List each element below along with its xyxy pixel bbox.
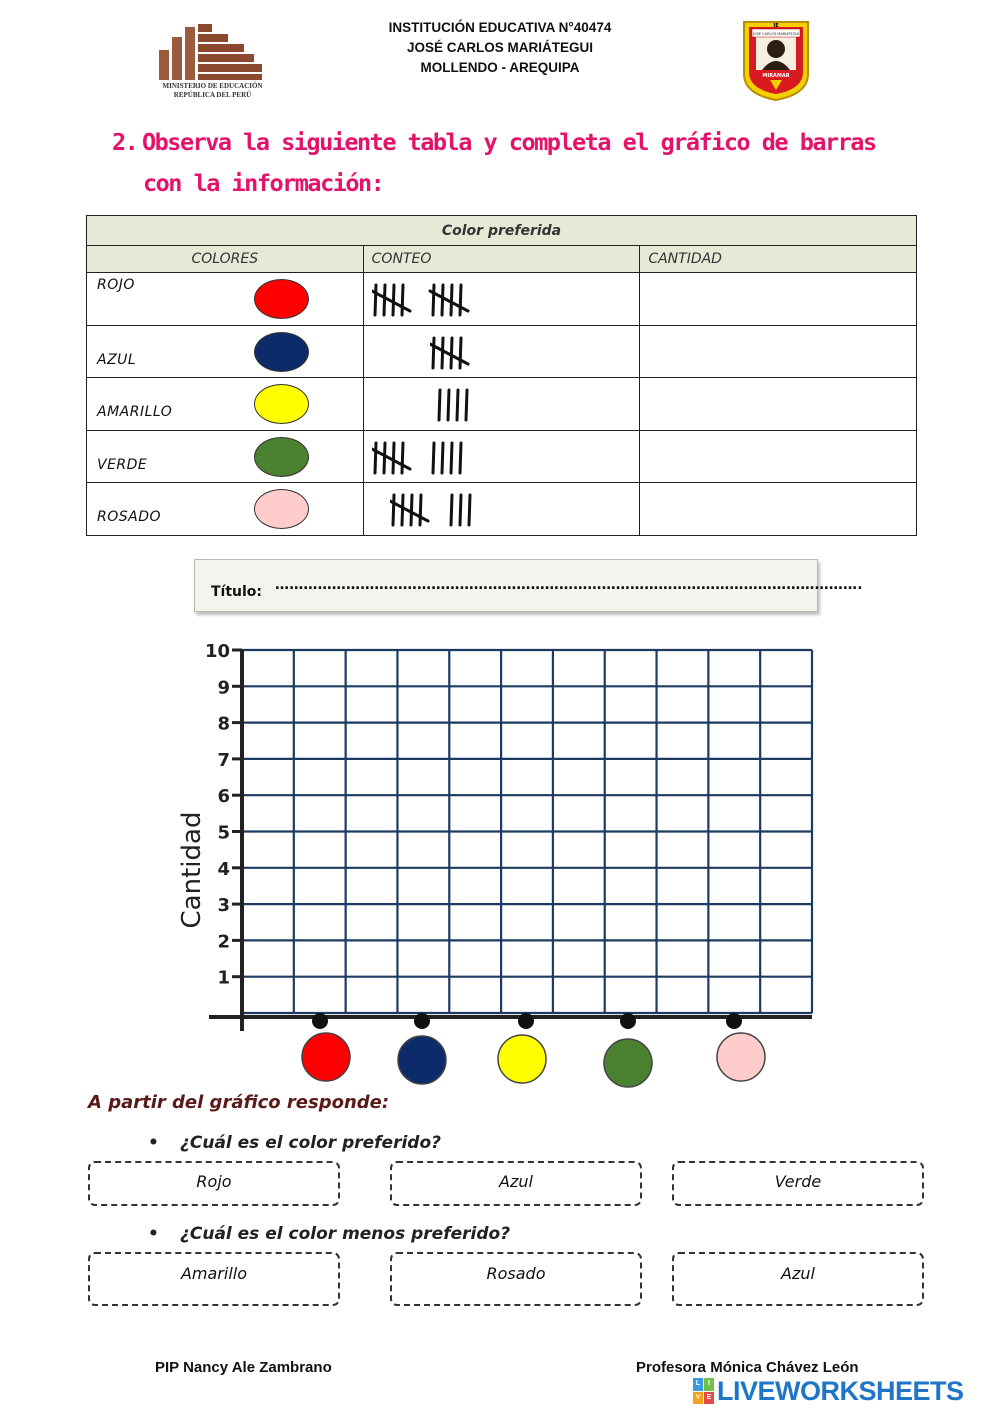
row-color-name: AMARILLO (97, 404, 173, 420)
tally-stroke (451, 443, 452, 473)
y-tick-label: 1 (217, 967, 230, 989)
tally-stroke (375, 443, 376, 473)
tally-stroke (457, 390, 458, 420)
tally-marks (372, 437, 552, 479)
footer-author: PIP Nancy Ale Zambrano (155, 1359, 332, 1376)
liveworksheets-icon (693, 1378, 714, 1404)
color-swatch (254, 332, 309, 372)
question-1 (148, 1133, 441, 1153)
y-tick-label: 8 (217, 713, 230, 735)
table-row (87, 430, 917, 483)
tally-stroke (384, 285, 385, 315)
q2-option-azul[interactable]: Azul (672, 1252, 924, 1306)
y-tick-label: 6 (217, 786, 230, 808)
category-circle (398, 1036, 446, 1084)
category-dot (312, 1013, 328, 1029)
lw-letter-icon: I (704, 1378, 714, 1391)
chart-grid (209, 650, 812, 1031)
row-color-name: VERDE (97, 456, 148, 473)
tally-stroke (393, 443, 394, 473)
chart-title-label: Título: (211, 584, 263, 600)
tally-slash (430, 344, 468, 364)
tally-stroke (384, 443, 385, 473)
lw-letter-icon: E (704, 1392, 714, 1405)
footer-teacher: Profesora Mónica Chávez León (636, 1359, 859, 1376)
school-shield-icon (740, 16, 812, 102)
school-name: INSTITUCIÓN EDUCATIVA N°40474 (388, 20, 612, 35)
category-circle (498, 1035, 546, 1083)
category-circle (717, 1033, 765, 1081)
school-location: MOLLENDO - AREQUIPA (420, 60, 580, 75)
liveworksheets-brand[interactable] (693, 1376, 964, 1406)
row-color-name: ROSADO (97, 509, 162, 525)
header-cantidad: CANTIDAD (640, 246, 917, 273)
respond-heading: A partir del gráfico responde: (88, 1092, 390, 1113)
tally-stroke (451, 495, 452, 525)
question-2-text: ¿Cuál es el color menos preferido? (180, 1224, 511, 1244)
cantidad-cell[interactable] (640, 325, 917, 378)
ministry-logo (155, 22, 270, 106)
school-header (330, 18, 670, 78)
category-circle (302, 1033, 350, 1081)
chart-y-label: Cantidad (177, 811, 207, 929)
tally-marks (430, 332, 610, 374)
y-tick-label: 10 (204, 641, 230, 662)
tally-stroke (433, 443, 434, 473)
chart-title-blank: ……………………………………………………………………………………………………………. (275, 577, 863, 593)
school-badge (740, 16, 812, 102)
y-tick-label: 2 (217, 931, 230, 953)
ministry-caption-line1: MINISTERIO DE EDUCACIÓN (162, 82, 263, 90)
tally-stroke (402, 495, 403, 525)
y-tick-label: 9 (217, 677, 230, 699)
tally-stroke (439, 390, 440, 420)
y-tick-label: 5 (217, 822, 230, 844)
cantidad-cell[interactable] (640, 378, 917, 431)
color-swatch (254, 384, 309, 424)
chart-y-ticks (205, 641, 242, 989)
question-1-text: ¿Cuál es el color preferido? (180, 1133, 441, 1153)
tally-stroke (460, 495, 461, 525)
lw-letter-icon: L (693, 1378, 703, 1391)
category-dot (620, 1013, 636, 1029)
question-2 (148, 1224, 510, 1244)
tally-marks (372, 279, 552, 321)
bullet: • (148, 1224, 159, 1244)
tally-slash (430, 291, 468, 311)
table-row (87, 325, 917, 378)
tally-stroke (460, 443, 461, 473)
tally-stroke (460, 285, 461, 315)
cantidad-cell[interactable] (640, 483, 917, 536)
table-row (87, 483, 917, 536)
chart-categories (302, 1013, 765, 1087)
ministry-caption-line2: REPÚBLICA DEL PERÚ (173, 91, 252, 99)
tally-stroke (402, 285, 403, 315)
tally-stroke (402, 443, 403, 473)
tally-stroke (451, 338, 452, 368)
color-table (86, 215, 917, 536)
tally-stroke (433, 338, 434, 368)
tally-stroke (375, 285, 376, 315)
category-circle (604, 1039, 652, 1087)
ministry-bricks-icon (155, 22, 270, 82)
tally-slash (372, 449, 410, 469)
tally-marks (390, 489, 570, 531)
school-badge-ie: IE (773, 23, 779, 29)
cantidad-cell[interactable] (640, 430, 917, 483)
instruction-line2: con la información: (143, 169, 384, 197)
header-colores: COLORES (87, 246, 364, 273)
tally-stroke (466, 390, 467, 420)
category-dot (518, 1013, 534, 1029)
bar-chart-grid (170, 635, 830, 1095)
chart-title-box[interactable] (194, 559, 863, 612)
tally-stroke (442, 285, 443, 315)
table-title: Color preferida (87, 216, 917, 246)
row-color-name: AZUL (97, 351, 137, 368)
bullet: • (148, 1133, 159, 1153)
q1-option-verde[interactable]: Verde (672, 1161, 924, 1206)
y-tick-label: 3 (217, 895, 230, 917)
table-row (87, 273, 917, 326)
color-swatch (254, 437, 309, 477)
y-tick-label: 7 (217, 749, 230, 771)
q1-option-rojo[interactable]: Rojo (88, 1161, 340, 1206)
school-patron: JOSÉ CARLOS MARIÁTEGUI (406, 40, 593, 55)
liveworksheets-text: LIVEWORKSHEETS (717, 1375, 964, 1406)
row-color-name: ROJO (97, 277, 135, 293)
tally-stroke (393, 285, 394, 315)
category-dot (414, 1013, 430, 1029)
tally-stroke (460, 338, 461, 368)
q1-option-azul[interactable]: Azul (390, 1161, 642, 1206)
tally-stroke (393, 495, 394, 525)
tally-slash (372, 291, 410, 311)
cantidad-cell[interactable] (640, 273, 917, 326)
color-swatch (254, 489, 309, 529)
instruction-number: 2. (112, 128, 138, 156)
tally-stroke (411, 495, 412, 525)
y-tick-label: 4 (217, 858, 230, 880)
tally-stroke (420, 495, 421, 525)
q2-option-amarillo[interactable]: Amarillo (88, 1252, 340, 1306)
tally-marks (436, 384, 616, 426)
tally-stroke (433, 285, 434, 315)
category-dot (726, 1013, 742, 1029)
instruction-line1: Observa la siguiente tabla y completa el gráfico de barras (142, 128, 876, 156)
school-badge-banner: JOSÉ CARLOS MARIÁTEGUI (752, 32, 800, 36)
tally-stroke (448, 390, 449, 420)
color-swatch (254, 279, 309, 319)
tally-stroke (442, 443, 443, 473)
school-badge-subtitle: MIRAMAR (762, 73, 790, 79)
table-row (87, 378, 917, 431)
tally-slash (390, 501, 428, 521)
header-conteo: CONTEO (363, 246, 640, 273)
instruction (112, 122, 917, 204)
q2-option-rosado[interactable]: Rosado (390, 1252, 642, 1306)
tally-stroke (442, 338, 443, 368)
tally-stroke (469, 495, 470, 525)
lw-letter-icon: V (693, 1392, 703, 1405)
tally-stroke (451, 285, 452, 315)
